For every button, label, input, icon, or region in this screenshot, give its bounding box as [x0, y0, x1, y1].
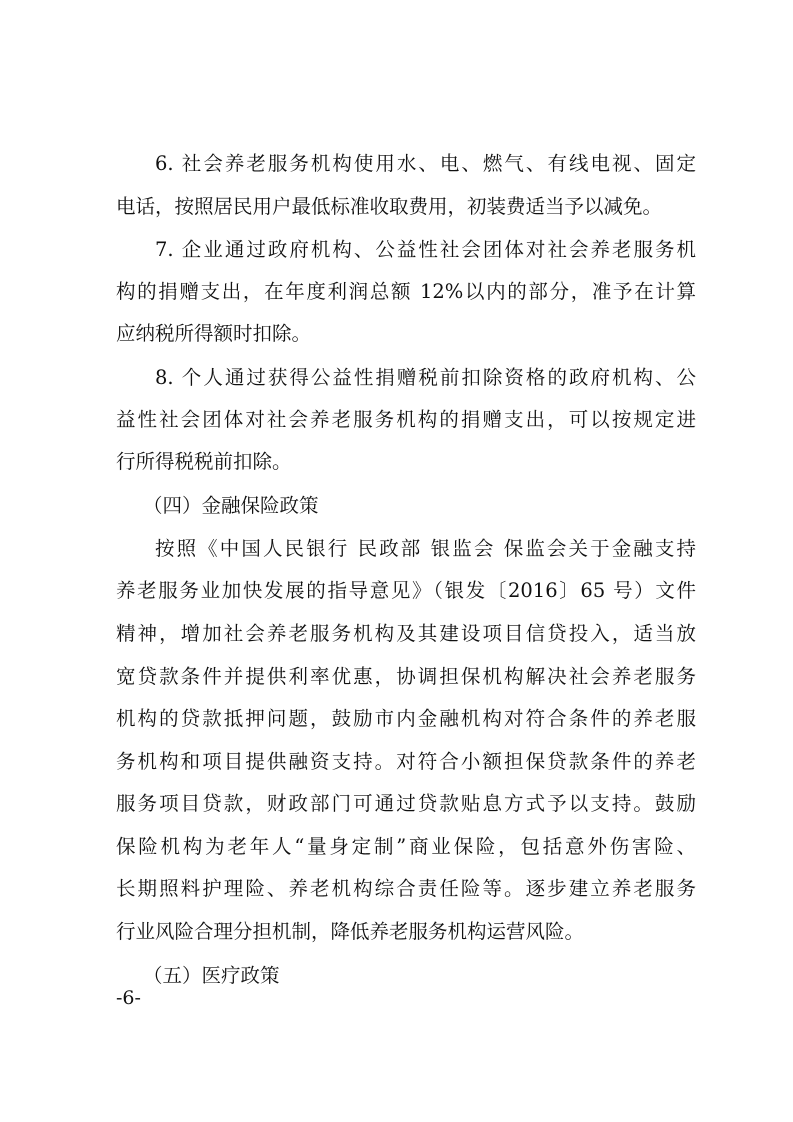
paragraph-6-line-2: 电话，按照居民用户最低标准收取费用，初装费适当予以减免。 — [116, 195, 663, 218]
finance-paragraph-line-5: 机构的贷款抵押问题，鼓励市内金融机构对符合条件的养老服 — [116, 707, 696, 730]
finance-paragraph-line-1: 按照《中国人民银行 民政部 银监会 保监会关于金融支持 — [155, 537, 696, 560]
finance-paragraph-line-2: 养老服务业加快发展的指导意见》（银发〔2016〕65 号）文件 — [116, 579, 696, 602]
paragraph-7-line-1: 7. 企业通过政府机构、公益性社会团体对社会养老服务机 — [155, 238, 696, 261]
paragraph-8-line-2: 益性社会团体对社会养老服务机构的捐赠支出，可以按规定进 — [116, 408, 696, 431]
page-number: -6- — [116, 987, 141, 1009]
finance-paragraph-line-8: 保险机构为老年人“量身定制”商业保险，包括意外伤害险、 — [116, 835, 696, 858]
paragraph-7-line-2: 构的捐赠支出，在年度利润总额 12%以内的部分，准予在计算 — [116, 280, 696, 303]
section-heading-4: （四）金融保险政策 — [143, 494, 319, 517]
finance-paragraph-line-6: 务机构和项目提供融资支持。对符合小额担保贷款条件的养老 — [116, 750, 696, 773]
paragraph-8-line-3: 行所得税税前扣除。 — [116, 450, 292, 473]
paragraph-6-line-1: 6. 社会养老服务机构使用水、电、燃气、有线电视、固定 — [155, 152, 696, 175]
finance-paragraph-line-3: 精神，增加社会养老服务机构及其建设项目信贷投入，适当放 — [116, 622, 696, 645]
finance-paragraph-line-4: 宽贷款条件并提供利率优惠，协调担保机构解决社会养老服务 — [116, 665, 696, 688]
paragraph-7-line-3: 应纳税所得额时扣除。 — [116, 322, 312, 345]
finance-paragraph-line-7: 服务项目贷款，财政部门可通过贷款贴息方式予以支持。鼓励 — [116, 792, 696, 815]
section-heading-5: （五）医疗政策 — [143, 964, 280, 987]
finance-paragraph-line-10: 行业风险合理分担机制，降低养老服务机构运营风险。 — [116, 920, 585, 943]
finance-paragraph-line-9: 长期照料护理险、养老机构综合责任险等。逐步建立养老服务 — [116, 877, 696, 900]
paragraph-8-line-1: 8. 个人通过获得公益性捐赠税前扣除资格的政府机构、公 — [155, 366, 696, 389]
